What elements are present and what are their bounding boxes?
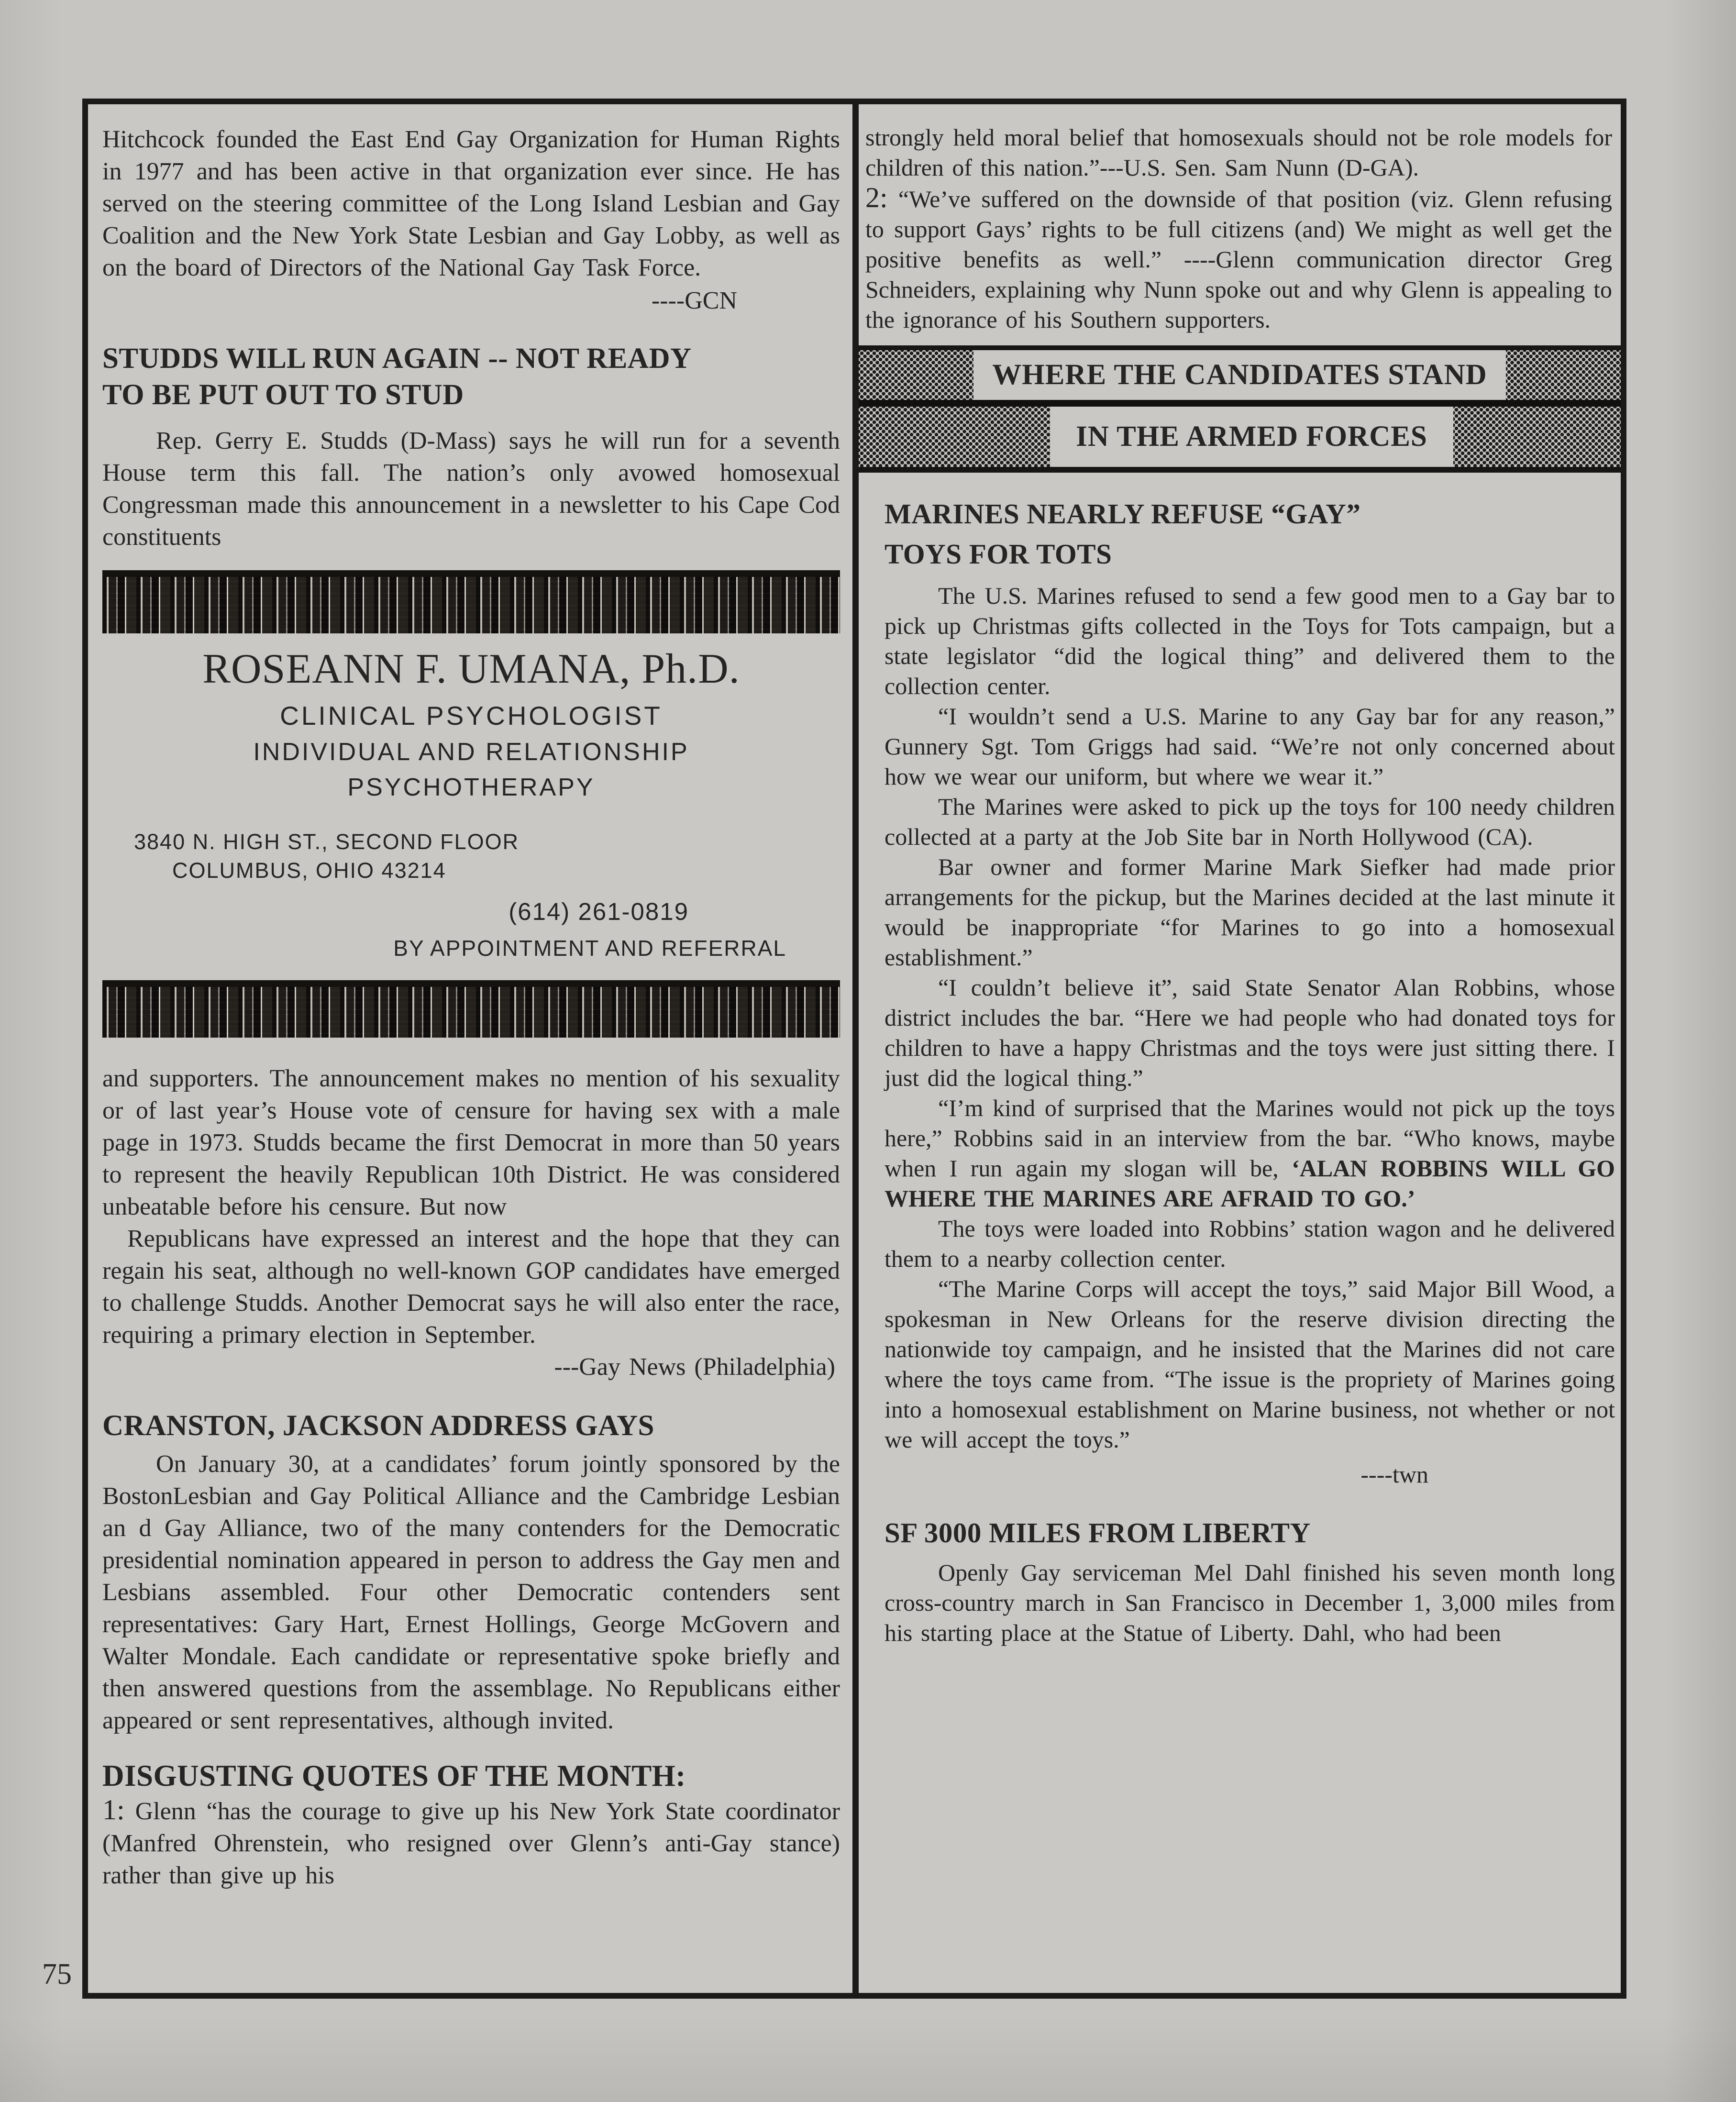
studds-paragraph-2: and supporters. The announcement makes no mention of his sexuality or of last year’s House vote of censure for having sex with a male page in 1973. Studds became the first Democrat in more than 50 years to represent the heavily Republican 10th District. He was considered unbeatable before his censure. But now [102, 1065, 840, 1220]
marines-paragraph-2: “I wouldn’t send a U.S. Marine to any Gay bar for any reason,” Gunnery Sgt. Tom Griggs had said. “We’re not only concerned about how we wear our uniform, but where we wear it.” [885, 703, 1615, 790]
credit-gcn: ----GCN [651, 287, 737, 314]
quote-2-number: 2: [865, 182, 888, 213]
hitchcock-paragraph: Hitchcock founded the East End Gay Organization for Human Rights in 1977 and has been active in that organization ever since. He has served on the steering committee of the Long Island Lesbian and Gay Coalition and the New York State Lesbian and Gay Lobby, as well as on the board of Directors of the National Gay Task Force. [102, 126, 840, 281]
page-frame [82, 99, 1626, 1999]
umana-ad [102, 646, 840, 961]
halftone-block-left [859, 407, 1050, 467]
cranston-paragraph: On January 30, at a candidates’ forum jointly sponsored by the BostonLesbian and Gay Political Alliance and the Cambridge Lesbian an d Gay Alliance, two of the many contenders for the Democratic presidential nomination appeared in person to address the Gay men and Lesbians assembled. Four other Democratic contenders sent representatives: Gary Hart, Ernest Hollings, George McGovern and Walter Mondale. Each candidate or representative spoke briefly and then answered questions from the assemblage. No Republicans either appeared or sent representatives, although invited. [102, 1450, 840, 1734]
quote-2 [865, 183, 1612, 335]
page-number: 75 [42, 1958, 72, 1991]
marines-paragraph-6-text: “I’m kind of surprised that the Marines would not pick up the toys here,” Robbins said in an interview from the bar. “Who knows, maybe when I run again my slogan will be, [885, 1095, 1615, 1182]
credit-gay-news: ---Gay News (Philadelphia) [554, 1353, 835, 1381]
quote-1-number: 1: [102, 1794, 125, 1825]
ad-service-line2: PSYCHOTHERAPY [347, 774, 595, 801]
top-quotes-section [859, 104, 1621, 335]
banner-where-candidates-stand-label: WHERE THE CANDIDATES STAND [992, 359, 1487, 391]
cranston-headline: CRANSTON, JACKSON ADDRESS GAYS [102, 1410, 654, 1442]
nunn-paragraph: strongly held moral belief that homosexuals should not be role models for children of this nation.”---U.S. Sen. Sam Nunn (D-GA). [865, 124, 1612, 181]
ad-top-noise-bar [102, 570, 840, 633]
disgusting-quotes-headline: DISGUSTING QUOTES OF THE MONTH: [102, 1759, 686, 1792]
ad-address-line2: COLUMBUS, OHIO 43214 [172, 858, 446, 883]
halftone-block-left [859, 350, 973, 400]
marines-headline-line2: TOYS FOR TOTS [885, 538, 1112, 570]
column-divider [852, 104, 859, 1993]
marines-paragraph-6 [885, 1093, 1615, 1214]
halftone-block-right [1453, 407, 1621, 467]
armed-forces-section [859, 494, 1621, 1648]
studds-headline-line1: STUDDS WILL RUN AGAIN -- NOT READY [102, 343, 692, 375]
sf-liberty-headline: SF 3000 MILES FROM LIBERTY [885, 1517, 1311, 1549]
studds-headline-line2: TO BE PUT OUT TO STUD [102, 379, 464, 411]
ad-bottom-noise-bar [102, 980, 840, 1038]
halftone-block-right [1506, 350, 1621, 400]
banner-in-the-armed-forces [859, 407, 1621, 473]
quote-1-text: Glenn “has the courage to give up his New York State coordinator (Manfred Ohrenstein, who resigned over Glenn’s anti-Gay stance) rather than give up his [102, 1798, 840, 1889]
marines-paragraph-6-slogan: ‘ALAN ROBBINS WILL GO WHERE THE MARINES ARE AFRAID TO GO.’ [885, 1155, 1615, 1212]
sf-liberty-paragraph: Openly Gay serviceman Mel Dahl finished his seven month long cross-country march in San Francisco in December 1, 3,000 miles from his starting place at the Statue of Liberty. Dahl, who had been [885, 1559, 1615, 1646]
marines-headline [885, 494, 1615, 574]
ad-phone: (614) 261-0819 [509, 898, 689, 925]
marines-paragraph-4: Bar owner and former Marine Mark Siefker had made prior arrangements for the pickup, but the Marines decided at the last minute it would be inappropriate “for Marines to go into a homosexual establishment.” [885, 853, 1615, 971]
marines-headline-line1: MARINES NEARLY REFUSE “GAY” [885, 498, 1361, 530]
studds-headline [102, 341, 840, 413]
quote-2-text: “We’ve suffered on the downside of that position (viz. Glenn refusing to support Gays’ rights to be full citizens (and) We might as well get the positive benefits as well.” ----Glenn communication director Greg Schneiders, explaining why Nunn spoke out and why Glenn is appealing to the ignorance of his Southern supporters. [865, 186, 1613, 333]
right-column [859, 104, 1621, 1993]
marines-paragraph-1: The U.S. Marines refused to send a few good men to a Gay bar to pick up Christmas gifts collected in the Toys for Tots campaign, but a state legislator “did the logical thing” and delivered them to the collection center. [885, 582, 1615, 699]
ad-title: CLINICAL PSYCHOLOGIST [280, 701, 663, 730]
credit-twn: ----twn [1360, 1461, 1428, 1488]
marines-paragraph-8: “The Marine Corps will accept the toys,” said Major Bill Wood, a spokesman in New Orleans for the reserve division directing the nationwide toy campaign, and he insisted that the Marines did not care where the toys came from. “The issue is the propriety of Marines going into a homosexual establishment on Marine business, not whether or not we will accept the toys.” [885, 1275, 1615, 1453]
ad-appointment-note: BY APPOINTMENT AND REFERRAL [393, 936, 786, 961]
left-column [88, 104, 852, 1993]
banner-where-candidates-stand [859, 345, 1621, 407]
ad-name: ROSEANN F. UMANA, Ph.D. [202, 646, 740, 692]
marines-paragraph-5: “I couldn’t believe it”, said State Senator Alan Robbins, whose district includes the bar. “Here we had people who had donated toys for children to have a happy Christmas and the toys were just sitting there. I just did the logical thing.” [885, 974, 1615, 1091]
studds-paragraph-1: Rep. Gerry E. Studds (D-Mass) says he will run for a seventh House term this fall. The nation’s only avowed homosexual Congressman made this announcement in a newsletter to his Cape Cod constituents [102, 427, 840, 551]
ad-address-line1: 3840 N. HIGH ST., SECOND FLOOR [134, 830, 520, 854]
studds-paragraph-3: Republicans have expressed an interest and the hope that they can regain his seat, although no well-known GOP candidates have emerged to challenge Studds. Another Democrat says he will also enter the race, requiring a primary election in September. [102, 1225, 840, 1349]
banner-in-the-armed-forces-label: IN THE ARMED FORCES [1076, 420, 1427, 453]
marines-paragraph-3: The Marines were asked to pick up the toys for 100 needy children collected at a party at the Job Site bar in North Hollywood (CA). [885, 793, 1615, 850]
quote-1 [102, 1794, 840, 1892]
ad-service-line1: INDIVIDUAL AND RELATIONSHIP [253, 738, 689, 766]
marines-paragraph-7: The toys were loaded into Robbins’ station wagon and he delivered them to a nearby collection center. [885, 1215, 1615, 1272]
